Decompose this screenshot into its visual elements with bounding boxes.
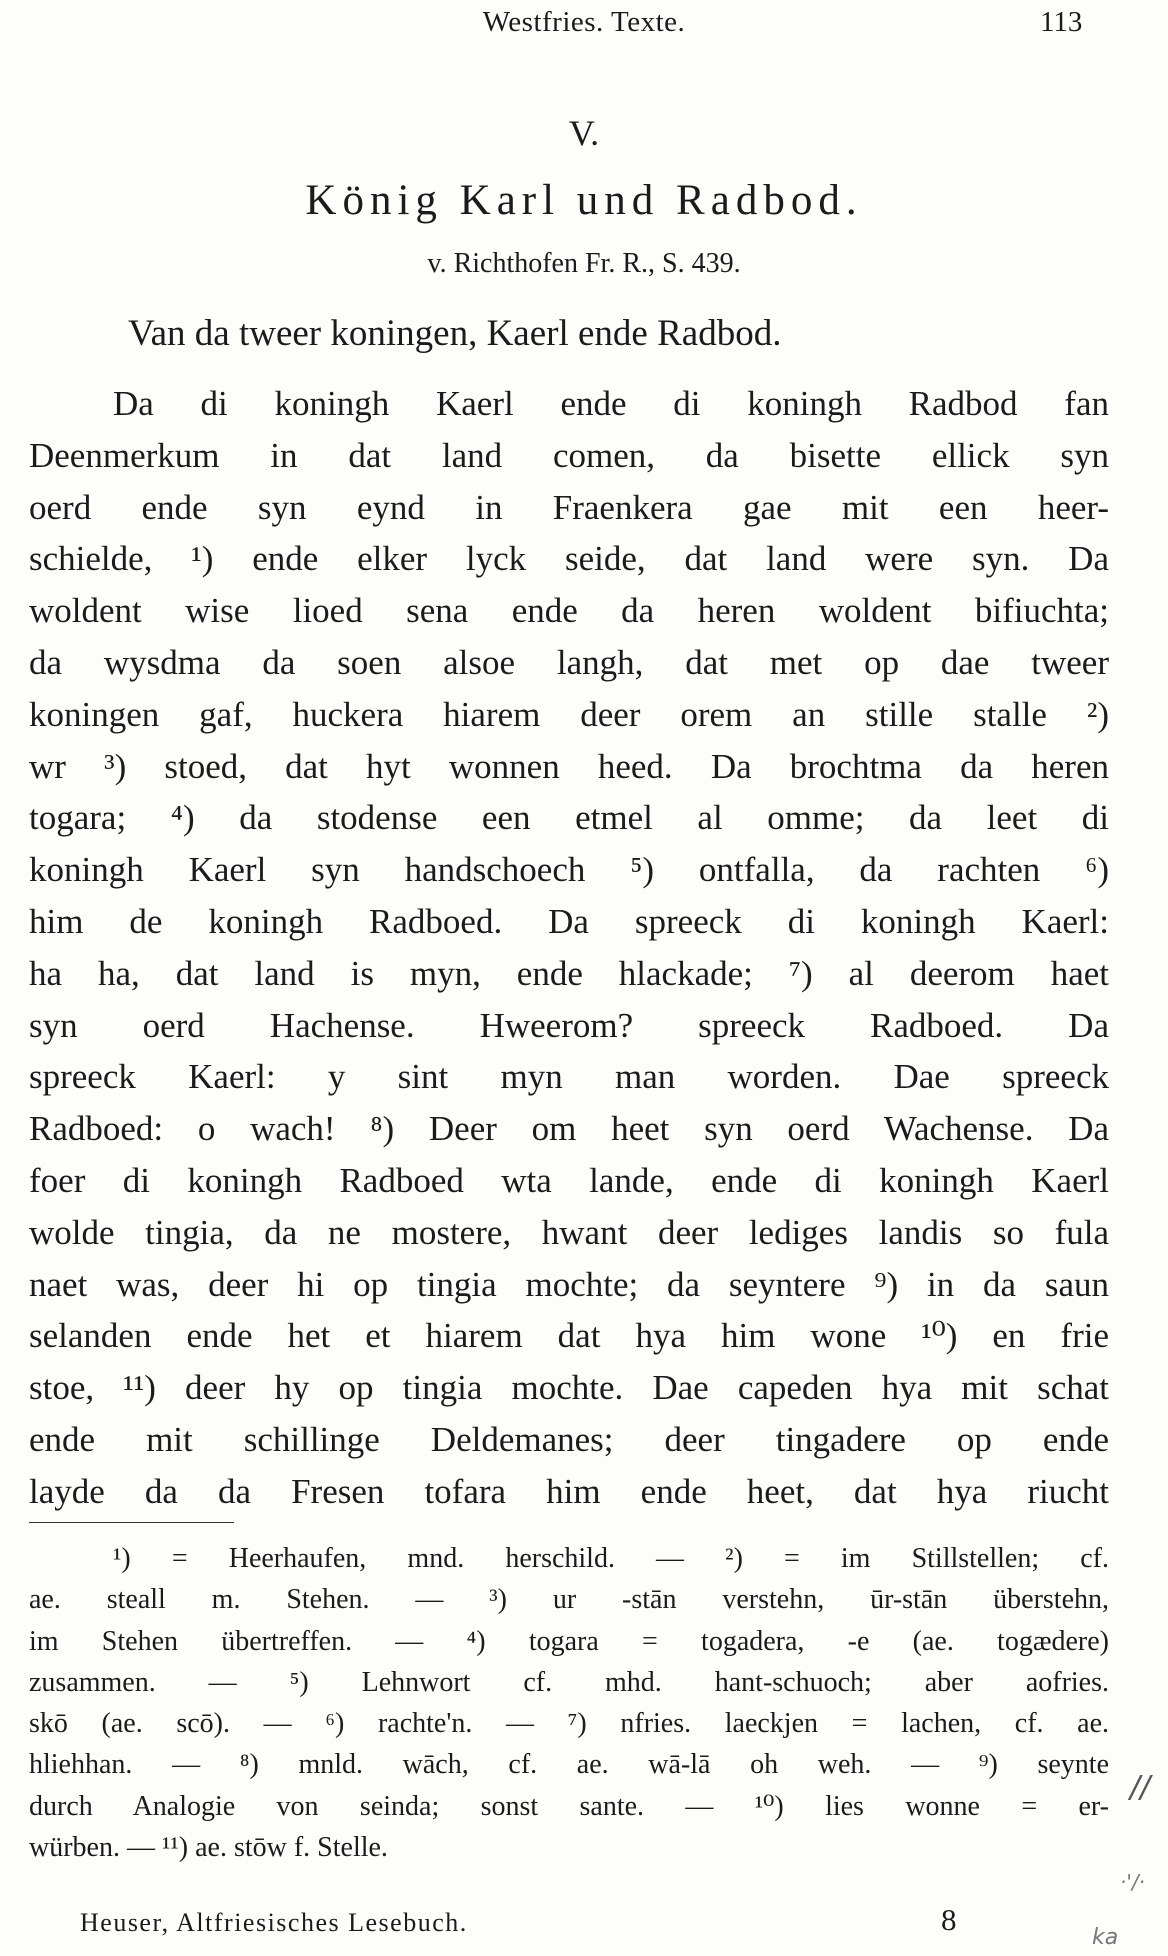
body-line: woldent wise lioed sena ende da heren woldent bifiuchta; <box>29 591 1109 631</box>
body-line: oerd ende syn eynd in Fraenkera gae mit een heer- <box>29 487 1109 527</box>
running-title: Westfries. Texte. <box>482 6 686 38</box>
body-line: Deenmerkum in dat land comen, da bisette ellick syn <box>29 435 1109 475</box>
source-reference: v. Richthofen Fr. R., S. 439. <box>427 248 741 279</box>
footnote-line: skō (ae. scō). — ⁶) rachte'n. — ⁷) nfries. laeckjen = lachen, cf. ae. <box>29 1708 1109 1740</box>
body-line: naet was, deer hi op tingia mochte; da seyntere ⁹) in da saun <box>29 1264 1109 1304</box>
body-line: Da di koningh Kaerl ende di koningh Radbod fan <box>113 384 1109 423</box>
footnote-line: ¹) = Heerhaufen, mnd. herschild. — ²) = im Stillstellen; cf. <box>113 1543 1109 1574</box>
body-text <box>29 378 1109 1518</box>
body-line: koningen gaf, huckera hiarem deer orem an stille stalle ²) <box>29 694 1109 734</box>
text-title: König Karl und Radbod. <box>305 177 863 224</box>
body-line: syn oerd Hachense. Hweerom? spreeck Radboed. Da <box>29 1005 1109 1045</box>
footnote-line: im Stehen übertreffen. — ⁴) togara = togadera, -e (ae. togædere) <box>29 1625 1109 1657</box>
body-line: layde da da Fresen tofara him ende heet, dat hya riucht <box>29 1471 1109 1511</box>
body-line: stoe, ¹¹) deer hy op tingia mochte. Dae capeden hya mit schat <box>29 1368 1109 1408</box>
body-line: him de koningh Radboed. Da spreeck di koningh Kaerl: <box>29 901 1109 941</box>
body-line: foer di koningh Radboed wta lande, ende di koningh Kaerl <box>29 1160 1109 1200</box>
footnote-line: ae. steall m. Stehen. — ³) ur -stān verstehn, ūr-stān überstehn, <box>29 1584 1109 1616</box>
page-number: 113 <box>1040 6 1083 38</box>
section-number: V. <box>568 113 600 153</box>
body-line: schielde, ¹) ende elker lyck seide, dat land were syn. Da <box>29 539 1109 579</box>
margin-mark: ·'/· <box>1120 1870 1145 1894</box>
body-line: selanden ende het et hiarem dat hya him wone ¹⁰) en frie <box>29 1316 1109 1356</box>
margin-mark: // <box>1130 1770 1151 1805</box>
body-line: da wysdma da soen alsoe langh, dat met op dae tweer <box>29 642 1109 682</box>
footnotes <box>29 1538 1109 1868</box>
margin-mark: ka <box>1092 1925 1119 1950</box>
footnote-line: zusammen. — ⁵) Lehnwort cf. mhd. hant-schuoch; aber aofries. <box>29 1666 1109 1698</box>
body-line: togara; ⁴) da stodense een etmel al omme; da leet di <box>29 798 1109 838</box>
body-line: Radboed: o wach! ⁸) Deer om heet syn oerd Wachense. Da <box>29 1109 1109 1149</box>
footnote-line: würben. — ¹¹) ae. stōw f. Stelle. <box>29 1832 388 1864</box>
sheet-signature-number: 8 <box>941 1902 957 1937</box>
body-line: koningh Kaerl syn handschoech ⁵) ontfalla, da rachten ⁶) <box>29 850 1109 890</box>
body-line: wr ³) stoed, dat hyt wonnen heed. Da brochtma da heren <box>29 746 1109 786</box>
body-line: ende mit schillinge Deldemanes; deer tingadere op ende <box>29 1419 1109 1459</box>
body-line: spreeck Kaerl: y sint myn man worden. Dae spreeck <box>29 1057 1109 1097</box>
footnote-divider <box>29 1522 234 1523</box>
body-line: wolde tingia, da ne mostere, hwant deer lediges landis so fula <box>29 1212 1109 1252</box>
sheet-signature: Heuser, Altfriesisches Lesebuch. <box>80 1908 468 1937</box>
footnote-line: durch Analogie von seinda; sonst sante. — ¹⁰) lies wonne = er- <box>29 1790 1109 1822</box>
body-line: ha ha, dat land is myn, ende hlackade; ⁷) al deerom haet <box>29 953 1109 993</box>
footnote-line: hliehhan. — ⁸) mnld. wāch, cf. ae. wā-lā oh weh. — ⁹) seynte <box>29 1749 1109 1781</box>
text-subtitle: Van da tweer koningen, Kaerl ende Radbod. <box>128 313 782 354</box>
